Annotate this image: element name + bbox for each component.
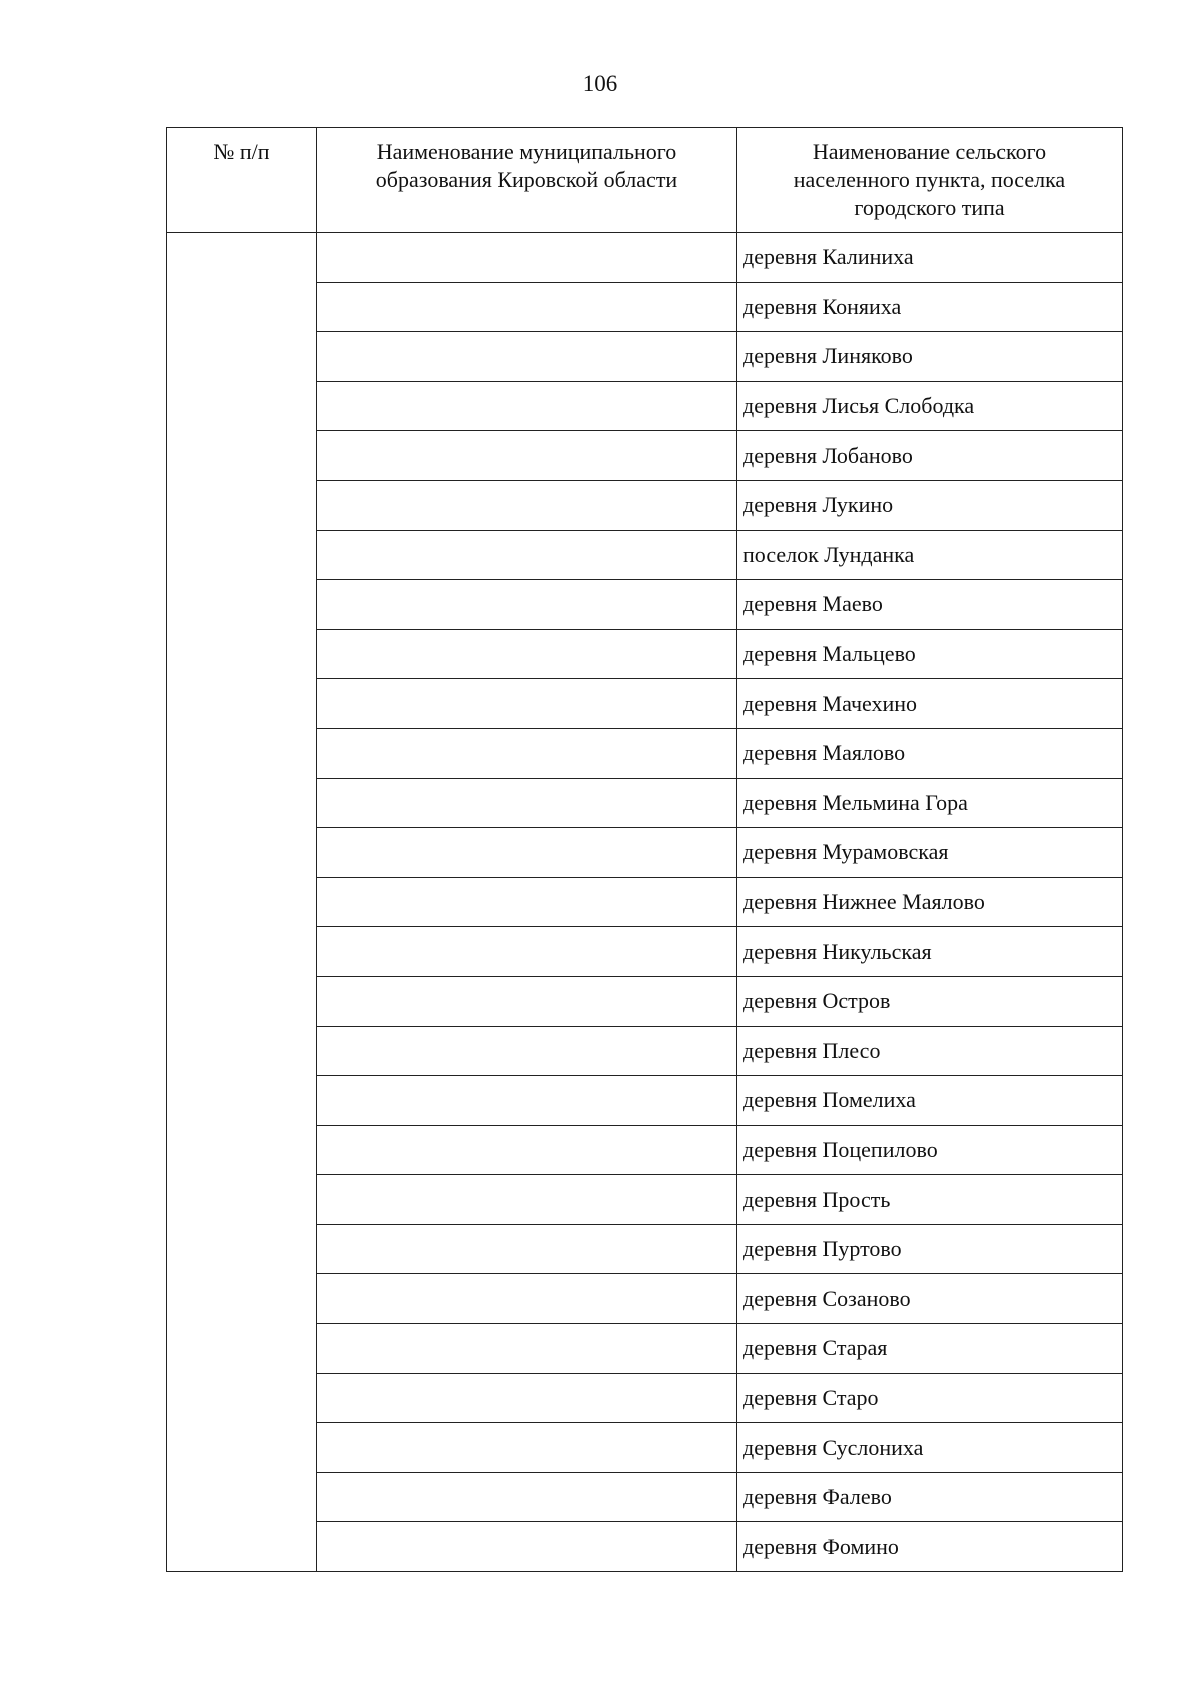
table-header-row bbox=[167, 128, 1123, 233]
settlement-cell: деревня Маялово bbox=[737, 728, 1123, 778]
municipality-cell bbox=[317, 480, 737, 530]
settlement-cell: деревня Плесо bbox=[737, 1026, 1123, 1076]
settlement-cell: деревня Никульская bbox=[737, 927, 1123, 977]
settlement-cell: деревня Маево bbox=[737, 580, 1123, 630]
settlement-cell: деревня Суслониха bbox=[737, 1423, 1123, 1473]
settlement-cell: поселок Лунданка bbox=[737, 530, 1123, 580]
settlement-cell: деревня Мачехино bbox=[737, 679, 1123, 729]
settlement-cell: деревня Фомино bbox=[737, 1522, 1123, 1572]
header-number bbox=[167, 128, 317, 233]
municipality-cell bbox=[317, 1423, 737, 1473]
municipality-cell bbox=[317, 1175, 737, 1225]
table-body bbox=[167, 233, 1123, 1572]
settlement-cell: деревня Лобаново bbox=[737, 431, 1123, 481]
page-number: 106 bbox=[582, 71, 618, 96]
municipality-cell bbox=[317, 1026, 737, 1076]
municipality-cell bbox=[317, 530, 737, 580]
settlement-cell: деревня Поцепилово bbox=[737, 1125, 1123, 1175]
municipality-cell bbox=[317, 728, 737, 778]
municipality-cell bbox=[317, 1125, 737, 1175]
row-number-cell bbox=[167, 233, 317, 1572]
municipality-cell bbox=[317, 431, 737, 481]
municipality-cell bbox=[317, 233, 737, 283]
header-municipality bbox=[317, 128, 737, 233]
settlement-cell: деревня Коняиха bbox=[737, 282, 1123, 332]
table-row bbox=[167, 233, 1123, 283]
settlements-table bbox=[166, 127, 1123, 1572]
settlement-cell: деревня Линяково bbox=[737, 332, 1123, 382]
municipality-cell bbox=[317, 1076, 737, 1126]
header-settlement bbox=[737, 128, 1123, 233]
header-settlement-label: Наименование сельского населенного пункта, поселка городского типа bbox=[793, 139, 1066, 220]
settlement-cell: деревня Мельмина Гора bbox=[737, 778, 1123, 828]
municipality-cell bbox=[317, 828, 737, 878]
header-number-label: № п/п bbox=[213, 139, 270, 164]
municipality-cell bbox=[317, 679, 737, 729]
municipality-cell bbox=[317, 1522, 737, 1572]
municipality-cell bbox=[317, 381, 737, 431]
settlement-cell: деревня Созаново bbox=[737, 1274, 1123, 1324]
settlement-cell: деревня Пуртово bbox=[737, 1224, 1123, 1274]
municipality-cell bbox=[317, 1224, 737, 1274]
municipality-cell bbox=[317, 976, 737, 1026]
settlement-cell: деревня Лисья Слободка bbox=[737, 381, 1123, 431]
municipality-cell bbox=[317, 580, 737, 630]
municipality-cell bbox=[317, 332, 737, 382]
settlement-cell: деревня Калиниха bbox=[737, 233, 1123, 283]
municipality-cell bbox=[317, 1472, 737, 1522]
municipality-cell bbox=[317, 1324, 737, 1374]
settlement-cell: деревня Старая bbox=[737, 1324, 1123, 1374]
settlement-cell: деревня Остров bbox=[737, 976, 1123, 1026]
municipality-cell bbox=[317, 778, 737, 828]
header-municipality-label: Наименование муниципального образования Кировской области bbox=[375, 139, 678, 192]
settlement-cell: деревня Прость bbox=[737, 1175, 1123, 1225]
municipality-cell bbox=[317, 1373, 737, 1423]
municipality-cell bbox=[317, 282, 737, 332]
settlement-cell: деревня Нижнее Маялово bbox=[737, 877, 1123, 927]
settlement-cell: деревня Лукино bbox=[737, 480, 1123, 530]
municipality-cell bbox=[317, 629, 737, 679]
settlement-cell: деревня Помелиха bbox=[737, 1076, 1123, 1126]
settlement-cell: деревня Фалево bbox=[737, 1472, 1123, 1522]
settlement-cell: деревня Мурамовская bbox=[737, 828, 1123, 878]
municipality-cell bbox=[317, 877, 737, 927]
municipality-cell bbox=[317, 1274, 737, 1324]
settlement-cell: деревня Старо bbox=[737, 1373, 1123, 1423]
settlement-cell: деревня Мальцево bbox=[737, 629, 1123, 679]
municipality-cell bbox=[317, 927, 737, 977]
